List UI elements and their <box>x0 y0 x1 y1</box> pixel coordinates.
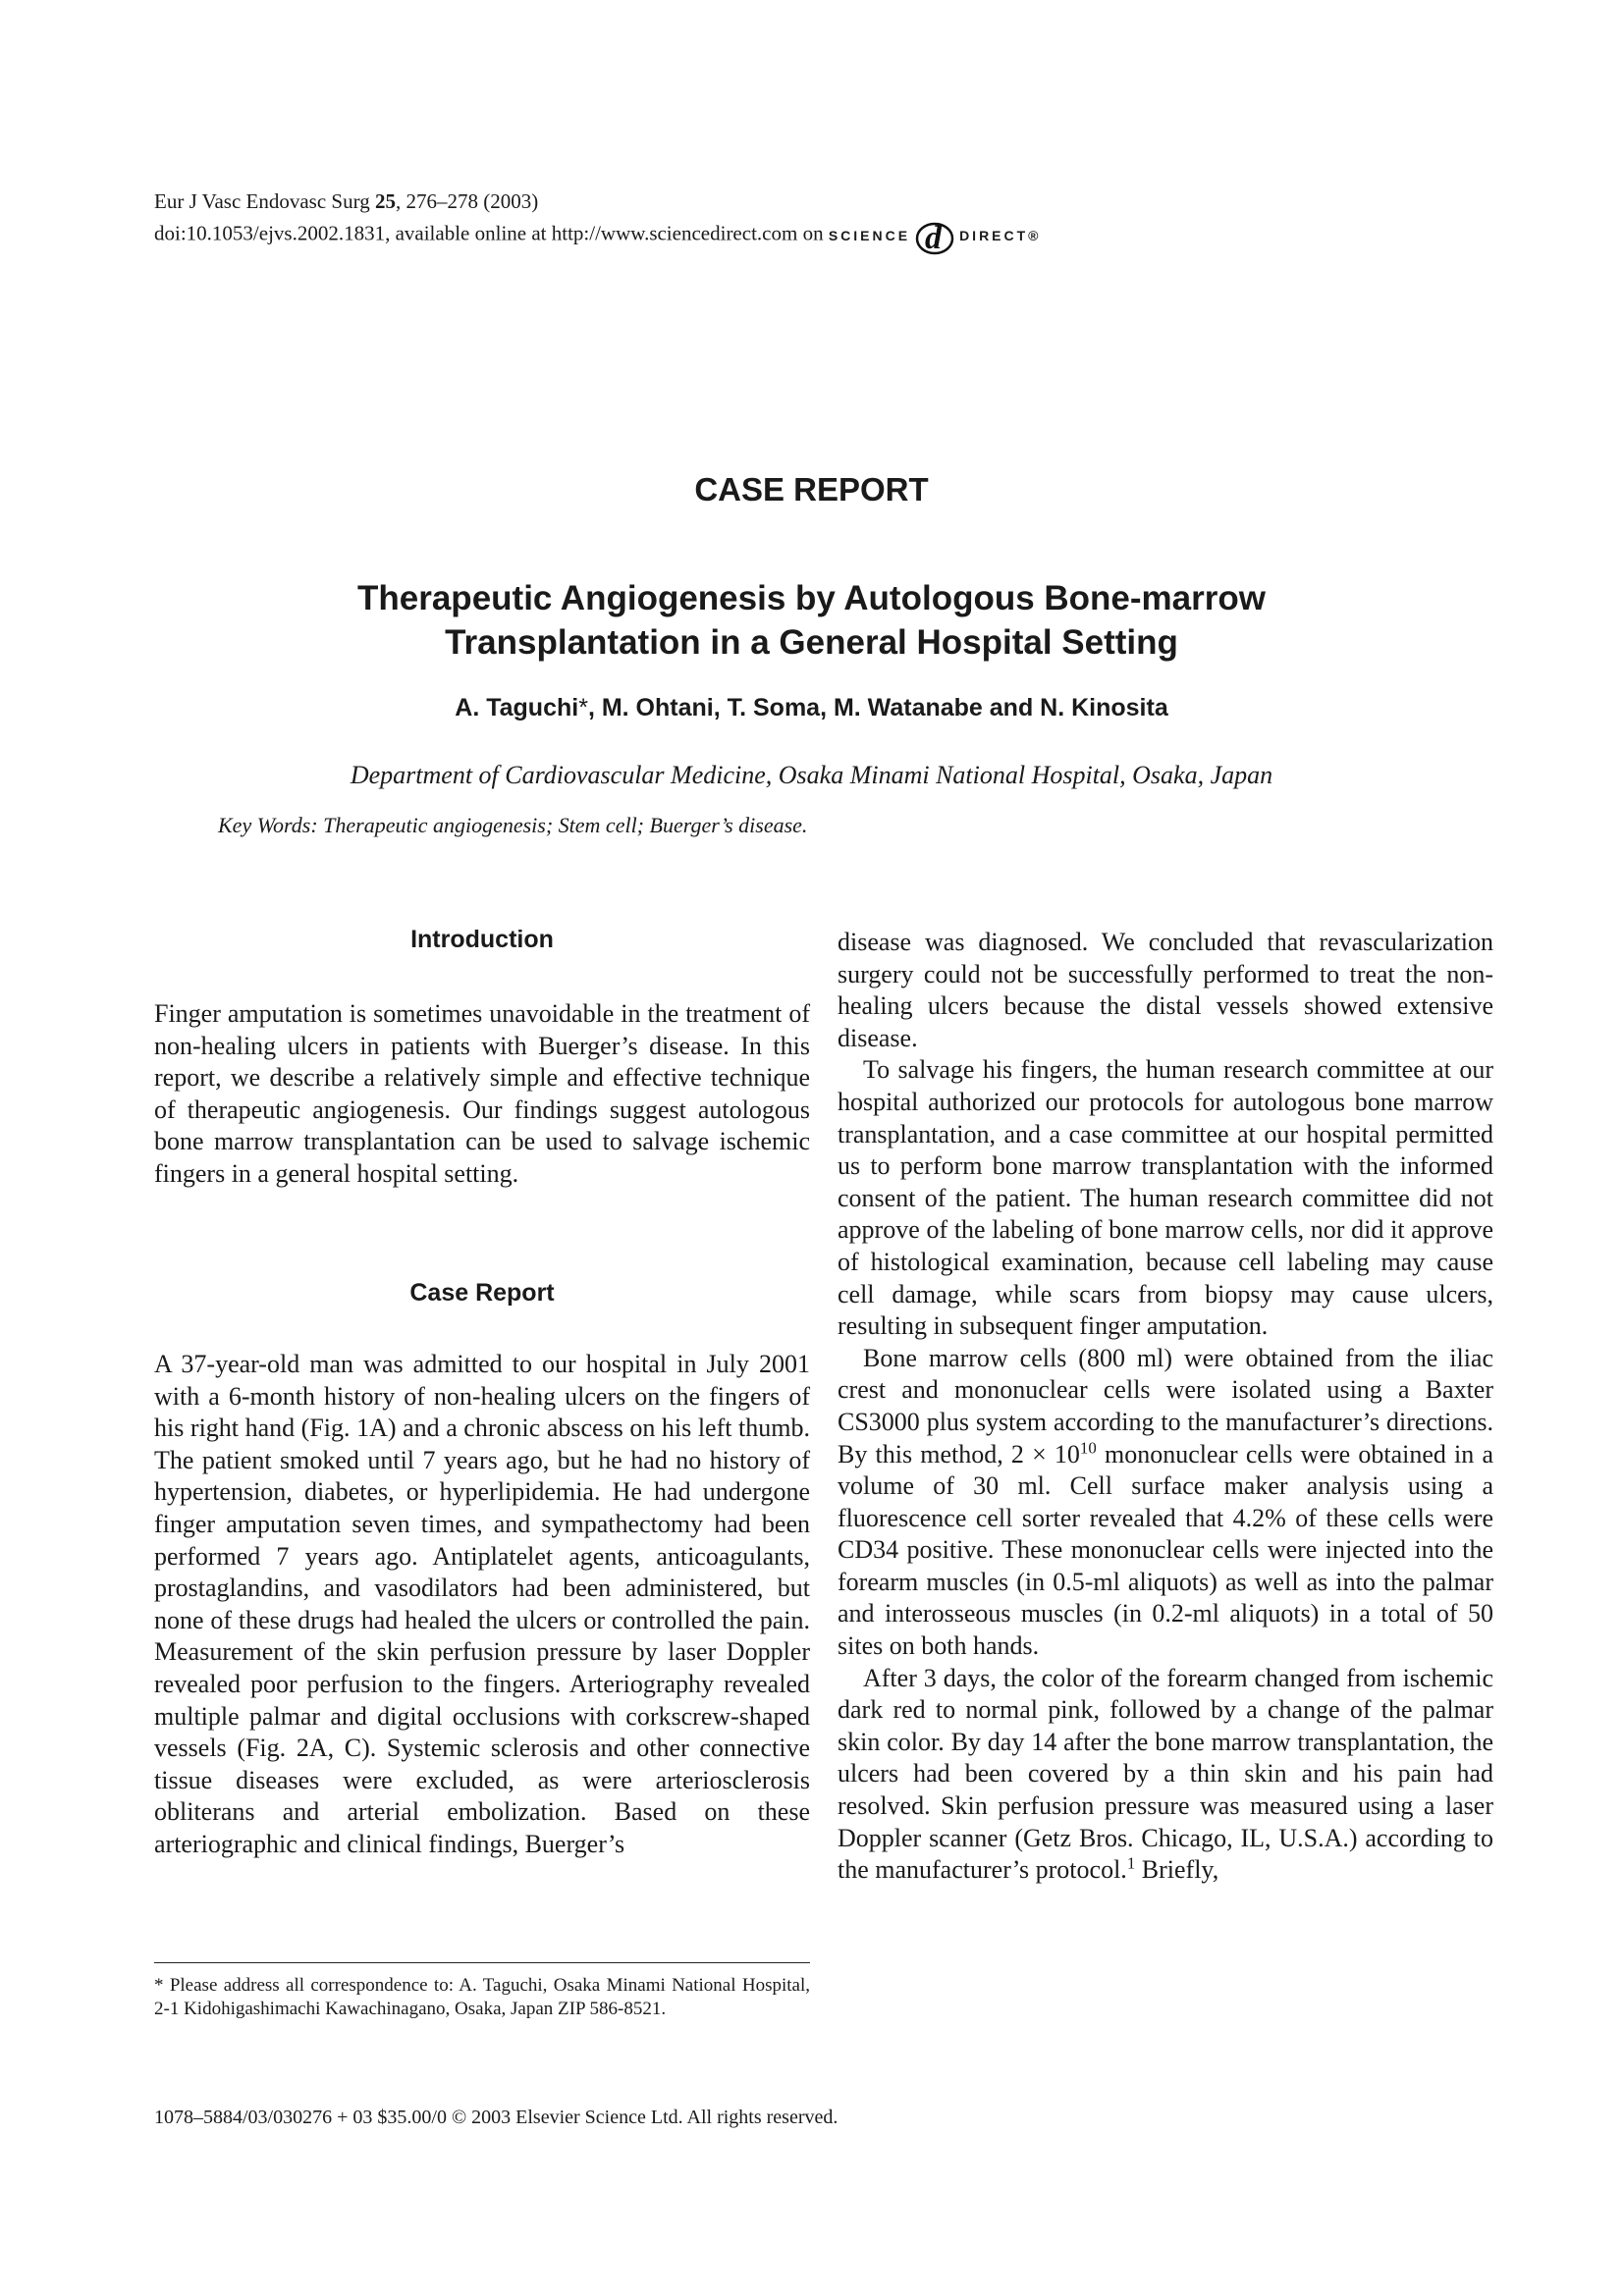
sciencedirect-logo: SCIENCE d DIRECT® <box>829 228 1042 243</box>
footnote-rule <box>154 1962 810 1963</box>
svg-text:d: d <box>925 220 946 256</box>
affiliation: Department of Cardiovascular Medicine, Osaka Minami National Hospital, Osaka, Japan <box>350 761 1273 789</box>
article-title: Therapeutic Angiogenesis by Autologous Bone-marrow Transplantation in a General Hospital Setting <box>357 579 1266 662</box>
introduction-heading: Introduction <box>410 926 554 953</box>
introduction-text: Finger amputation is sometimes unavoidable in the treatment of non-healing ulcers in patients with Buerger’s disease. In this report, we describe a relatively simple and effective technique of therapeutic angiogenesis. Our findings suggest autologous bone marrow transplantation can be used to salvage ischemic fingers in a general hospital setting. <box>154 999 810 1188</box>
journal-citation: Eur J Vasc Endovasc Surg 25, 276–278 (2003) <box>154 189 539 213</box>
paragraph: After 3 days, the color of the forearm changed from ischemic dark red to normal pink, followed by a change of the palmar skin color. By day 14 after the bone marrow transplantation, the ulcers had been covered by a thin skin and his pain had resolved. Skin perfusion pressure was measured using a laser Doppler scanner (Getz Bros. Chicago, IL, U.S.A.) according to the manufacturer’s protocol.$^1$ Briefly, <box>838 1663 1493 1885</box>
case-report-heading: Case Report <box>409 1279 555 1307</box>
section-type: CASE REPORT <box>694 471 929 507</box>
paragraph: disease was diagnosed. We concluded that revascularization surgery could not be successfully performed to treat the non-healing ulcers because the distal vessels showed extensive disease. <box>838 928 1493 1052</box>
author-list: A. Taguchi*, M. Ohtani, T. Soma, M. Watanabe and N. Kinosita <box>455 694 1168 721</box>
keywords: Key Words: Therapeutic angiogenesis; Stem cell; Buerger’s disease. <box>218 813 808 837</box>
paragraph: To salvage his fingers, the human research committee at our hospital authorized our protocols for autologous bone marrow transplantation, and a case committee at our hospital permitted us to perform bone marrow transplantation with the informed consent of the patient. The human research committee did not approve of the labeling of bone marrow cells, nor did it approve of histological examination, because cell labeling may cause cell damage, while scars from biopsy may cause ulcers, resulting in subsequent finger amputation. <box>838 1055 1493 1341</box>
paragraph: Bone marrow cells (800 ml) were obtained from the iliac crest and mononuclear cells were isolated using a Baxter CS3000 plus system according to the manufacturer’s directions. By this method, $2 \times 10^{10}$ mononuclear cells were obtained in a volume of 30 ml. Cell surface maker analysis using a fluorescence cell sorter revealed that 4.2% of these cells were CD34 positive. These mononuclear cells were injected into the forearm muscles (in 0.5-ml aliquots) as well as into the palmar and interosseous muscles (in 0.2-ml aliquots) in a total of 50 sites on both hands. <box>838 1343 1493 1661</box>
doi-text: doi:10.1053/ejvs.2002.1831, available online at http://www.sciencedirect.com on <box>154 221 824 245</box>
doi-line <box>154 216 1042 257</box>
correspondence-footnote: * Please address all correspondence to: A. Taguchi, Osaka Minami National Hospital, 2-1 Kidohigashimachi Kawachinagano, Osaka, Japan ZIP 586-8521. <box>154 1975 810 2019</box>
sciencedirect-d-icon <box>914 216 955 257</box>
case-report-text: A 37-year-old man was admitted to our hospital in July 2001 with a 6-month history of non-healing ulcers on the fingers of his right hand (Fig. 1A) and a chronic abscess on his left thumb. The patient smoked until 7 years ago, but he had no history of hypertension, diabetes, or hyperlipidemia. He had undergone finger amputation seven times, and sympathectomy had been performed 7 years ago. Antiplatelet agents, anticoagulants, prostaglandins, and vasodilators had been administered, but none of these drugs had healed the ulcers or controlled the pain. Measurement of the skin perfusion pressure by laser Doppler revealed poor perfusion to the fingers. Arteriography revealed multiple palmar and digital occlusions with corkscrew-shaped vessels (Fig. 2A, C). Systemic sclerosis and other connective tissue diseases were excluded, as were arteriosclerosis obliterans and arterial embolization. Based on these arteriographic and clinical findings, Buerger’s <box>154 1350 810 1858</box>
copyright-footer: 1078–5884/03/030276 + 03 $35.00/0 © 2003 Elsevier Science Ltd. All rights reserved. <box>154 2107 839 2128</box>
right-column-text <box>838 927 1493 1887</box>
